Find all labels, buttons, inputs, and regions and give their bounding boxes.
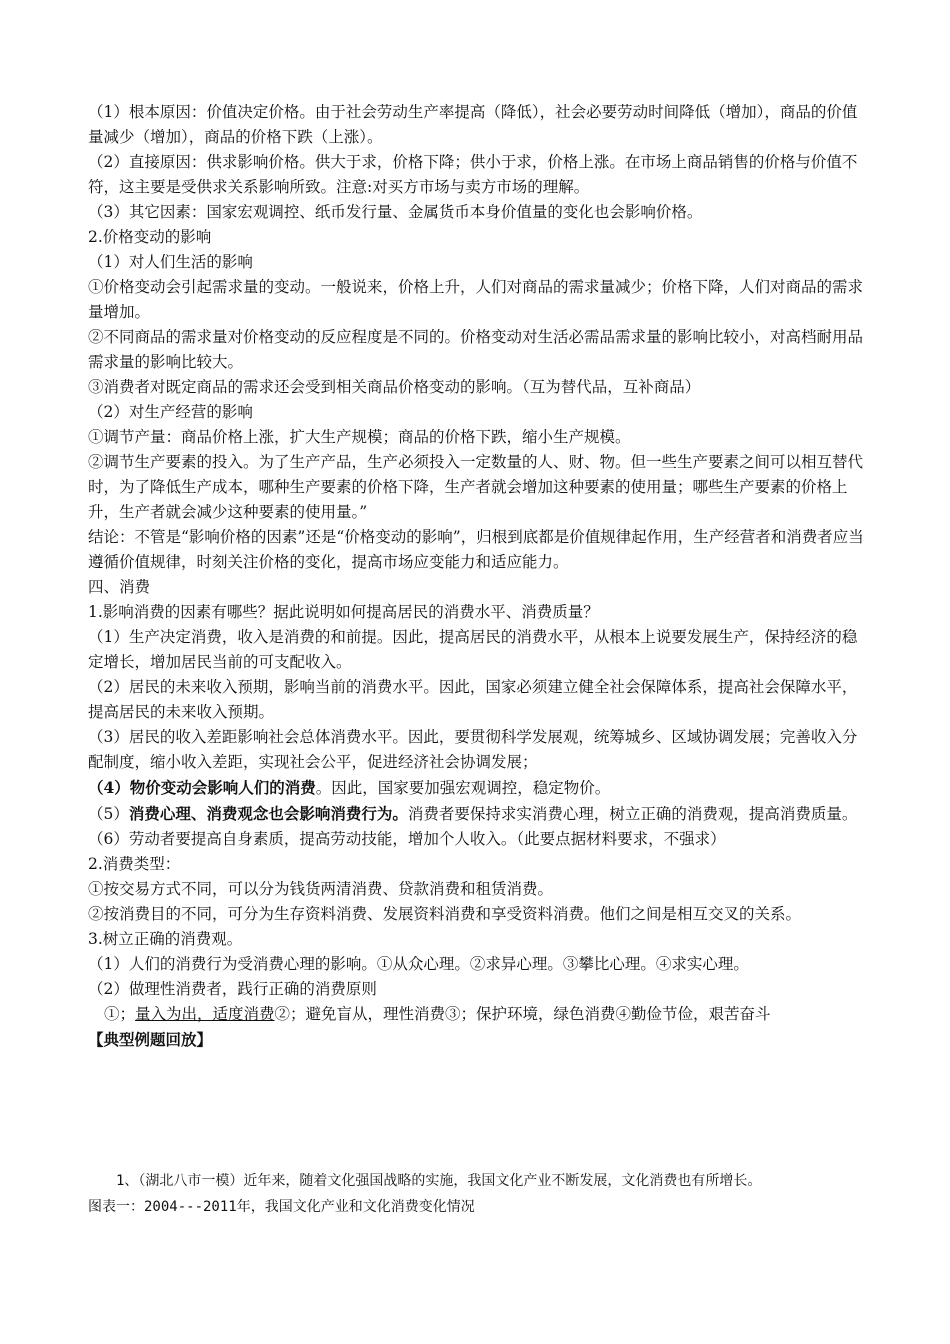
paragraph: （1）生产决定消费，收入是消费的和前提。因此，提高居民的消费水平，从根本上说要发展生产，保持经济的稳定增长，增加居民当前的可支配收入。 [88,628,858,671]
paragraph: ①按交易方式不同，可以分为钱货两清消费、贷款消费和租赁消费。 [88,880,554,898]
text: （5） [88,805,129,823]
main-text [88,100,868,1052]
paragraph: （3）居民的收入差距影响社会总体消费水平。因此，要贯彻科学发展观，统筹城乡、区域协调发展；完善收入分配制度，缩小收入差距，实现社会公平，促进经济社会协调发展； [88,728,858,771]
paragraph: 结论：不管是“影响价格的因素”还是“价格变动的影响”，归根到底都是价值规律起作用，生产经营者和消费者应当遵循价值规律，时刻关注价格的变化，提高市场应变能力和适应能力。 [88,528,864,571]
paragraph: （3）其它因素：国家宏观调控、纸币发行量、金属货币本身价值量的变化也会影响价格。 [88,203,703,221]
paragraph: ②调节生产要素的投入。为了生产产品，生产必须投入一定数量的人、财、物。但一些生产要素之间可以相互替代时，为了降低生产成本，哪种生产要素的价格下降，生产者就会增加这种要素的使用量；哪些生产要素的价格上升，生产者就会减少这种要素的使用量。” [88,453,864,521]
section-heading: 【典型例题回放】 [88,1030,213,1049]
bold-text: 消费心理、消费观念也会影响消费行为。 [128,804,408,823]
underlined-text: 量入为出，适度消费 [135,1005,275,1023]
text: ②；避免盲从，理性消费③；保护环境，绿色消费④勤俭节俭，艰苦奋斗 [274,1005,771,1023]
paragraph: ②按消费目的不同，可分为生存资料消费、发展资料消费和享受资料消费。他们之间是相互交叉的关系。 [88,905,802,923]
bold-text: （4）物价变动会影响人们的消费 [88,778,316,797]
text: 消费者要保持求实消费心理，树立正确的消费观，提高消费质量。 [407,805,858,823]
example-question [88,1168,868,1220]
paragraph [88,801,868,827]
section-heading: 2.消费类型： [88,855,181,873]
paragraph: ③消费者对既定商品的需求还会受到相关商品价格变动的影响。（互为替代品，互补商品） [88,378,701,396]
section-heading: 2.价格变动的影响 [88,228,212,246]
chart-caption: 图表一：2004---2011年，我国文化产业和文化消费变化情况 [88,1199,475,1215]
paragraph [88,1002,868,1027]
paragraph: ①价格变动会引起需求量的变动。一般说来，价格上升，人们对商品的需求量减少；价格下降，人们对商品的需求量增加。 [88,278,864,321]
section-heading: 3.树立正确的消费观。 [88,930,243,948]
paragraph: （2）直接原因：供求影响价格。供大于求，价格下降；供小于求，价格上涨。在市场上商品销售的价格与价值不符，这主要是受供求关系影响所致。注意:对买方市场与卖方市场的理解。 [88,153,858,196]
text: ①； [104,1005,136,1023]
paragraph: （2）对生产经营的影响 [88,403,253,421]
question: 1.影响消费的因素有哪些？据此说明如何提高居民的消费水平、消费质量？ [88,603,599,621]
paragraph: （2）居民的未来收入预期，影响当前的消费水平。因此，国家必须建立健全社会保障体系，提高社会保障水平，提高居民的未来收入预期。 [88,678,858,721]
question-text: 1、（湖北八市一模）近年来，随着文化强国战略的实施，我国文化产业不断发展，文化消费也有所增长。 [116,1173,762,1189]
paragraph: （2）做理性消费者，践行正确的消费原则 [88,980,377,998]
paragraph: ②不同商品的需求量对价格变动的反应程度是不同的。价格变动对生活必需品需求量的影响比较小，对高档耐用品需求量的影响比较大。 [88,328,864,371]
paragraph: （6）劳动者要提高自身素质，提高劳动技能，增加个人收入。（此要点据材料要求，不强求） [88,830,726,848]
text: 。因此，国家要加强宏观调控，稳定物价。 [315,779,611,797]
paragraph: ①调节产量：商品价格上涨，扩大生产规模；商品的价格下跌，缩小生产规模。 [88,428,631,446]
paragraph: （1）根本原因：价值决定价格。由于社会劳动生产率提高（降低），社会必要劳动时间降低（增加），商品的价值量减少（增加），商品的价格下跌（上涨）。 [88,103,858,146]
paragraph: （1）人们的消费行为受消费心理的影响。①从众心理。②求异心理。③攀比心理。④求实心理。 [88,955,749,973]
paragraph [88,775,868,801]
section-heading: 四、消费 [88,578,151,596]
paragraph: （1）对人们生活的影响 [88,253,253,271]
